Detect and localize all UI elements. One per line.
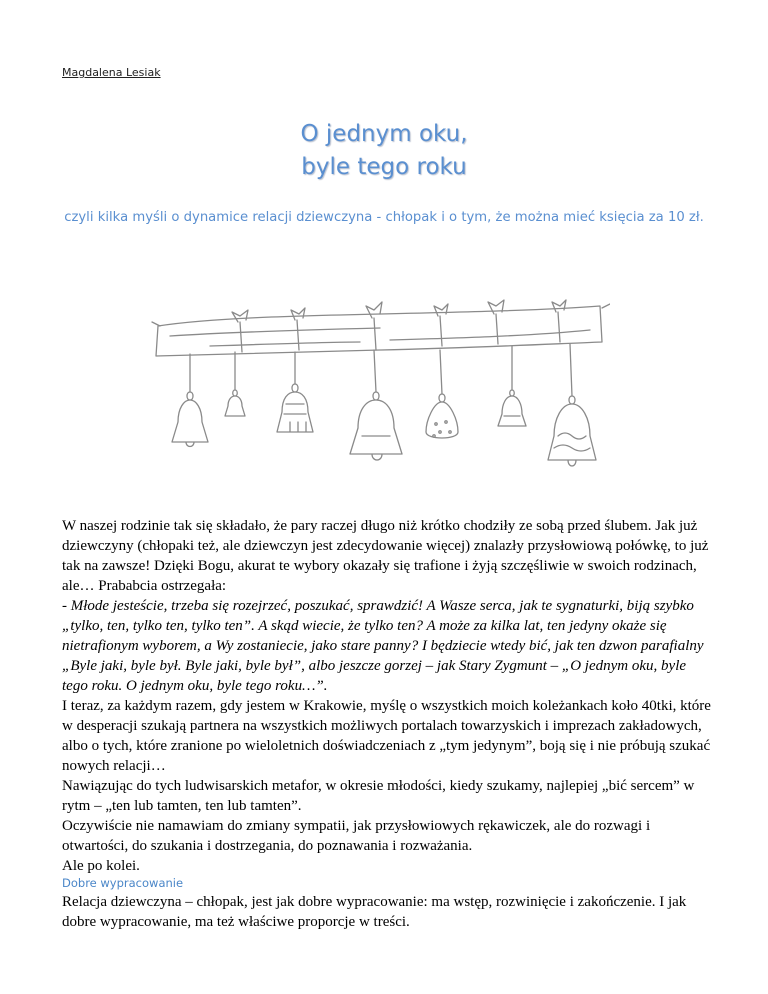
title-line-2: byle tego roku bbox=[301, 154, 467, 180]
paragraph: Ale po kolei. bbox=[62, 858, 140, 874]
document-subtitle: czyli kilka myśli o dynamice relacji dziewczyna - chłopak i o tym, że można mieć księcia za 10 zł. bbox=[64, 210, 704, 225]
title-line-1: O jednym oku, bbox=[300, 121, 468, 147]
section-text bbox=[62, 892, 712, 932]
author-name: Magdalena Lesiak bbox=[62, 66, 161, 79]
bells-illustration bbox=[150, 296, 610, 496]
paragraph: I teraz, za każdym razem, gdy jestem w Krakowie, myślę o wszystkich moich koleżankach koło 40tki, które w desperacji szukają partnera na wszystkich możliwych portalach towarzyskich i imprezach zakładowych, albo o tych, które zranione po wieloletnich doświadczeniach z „tym jedynym”, boją się i nie próbują szukać nowych relacji… bbox=[62, 698, 711, 774]
document-title bbox=[0, 118, 768, 184]
paragraph-quote: - Młode jesteście, trzeba się rozejrzeć, poszukać, sprawdzić! A Wasze serca, jak te sygnaturki, biją szybko „tylko, ten, tylko ten, tylko ten”. A skąd wiecie, że tylko ten? A może za kilka lat, ten jedyny okaże się nietrafionym wyborem, a Wy zostaniecie, jako stare panny? I będziecie wtedy bić, jak ten dzwon parafialny „Byle jaki, byle był. Byle jaki, byle był”, albo jeszcze gorzej – jak Stary Zygmunt – „O jednym oku, byle tego roku. O jednym oku, byle tego roku…”. bbox=[62, 598, 704, 694]
body-text bbox=[62, 516, 712, 876]
paragraph: Oczywiście nie namawiam do zmiany sympatii, jak przysłowiowych rękawiczek, ale do rozwagi i otwartości, do szukania i dostrzegania, do poznawania i rozważania. bbox=[62, 818, 651, 854]
paragraph: Nawiązując do tych ludwisarskich metafor, w okresie młodości, kiedy szukamy, najlepiej „bić sercem” w rytm – „ten lub tamten, ten lub tamten”. bbox=[62, 778, 695, 814]
section-heading: Dobre wypracowanie bbox=[62, 876, 184, 890]
paragraph: Relacja dziewczyna – chłopak, jest jak dobre wypracowanie: ma wstęp, rozwinięcie i zakończenie. I jak dobre wypracowanie, ma też właściwe proporcje w treści. bbox=[62, 894, 687, 930]
paragraph: W naszej rodzinie tak się składało, że pary raczej długo niż krótko chodziły ze sobą przed ślubem. Jak już dziewczyny (chłopaki też, ale dziewczyn jest zdecydowanie więcej) znalazły przysłowiową połówkę, to już tak na zawsze! Dzięki Bogu, akurat te wybory okazały się trafione i żyją szczęśliwie w swoich rodzinach, ale… Prababcia ostrzegała: bbox=[62, 518, 709, 594]
